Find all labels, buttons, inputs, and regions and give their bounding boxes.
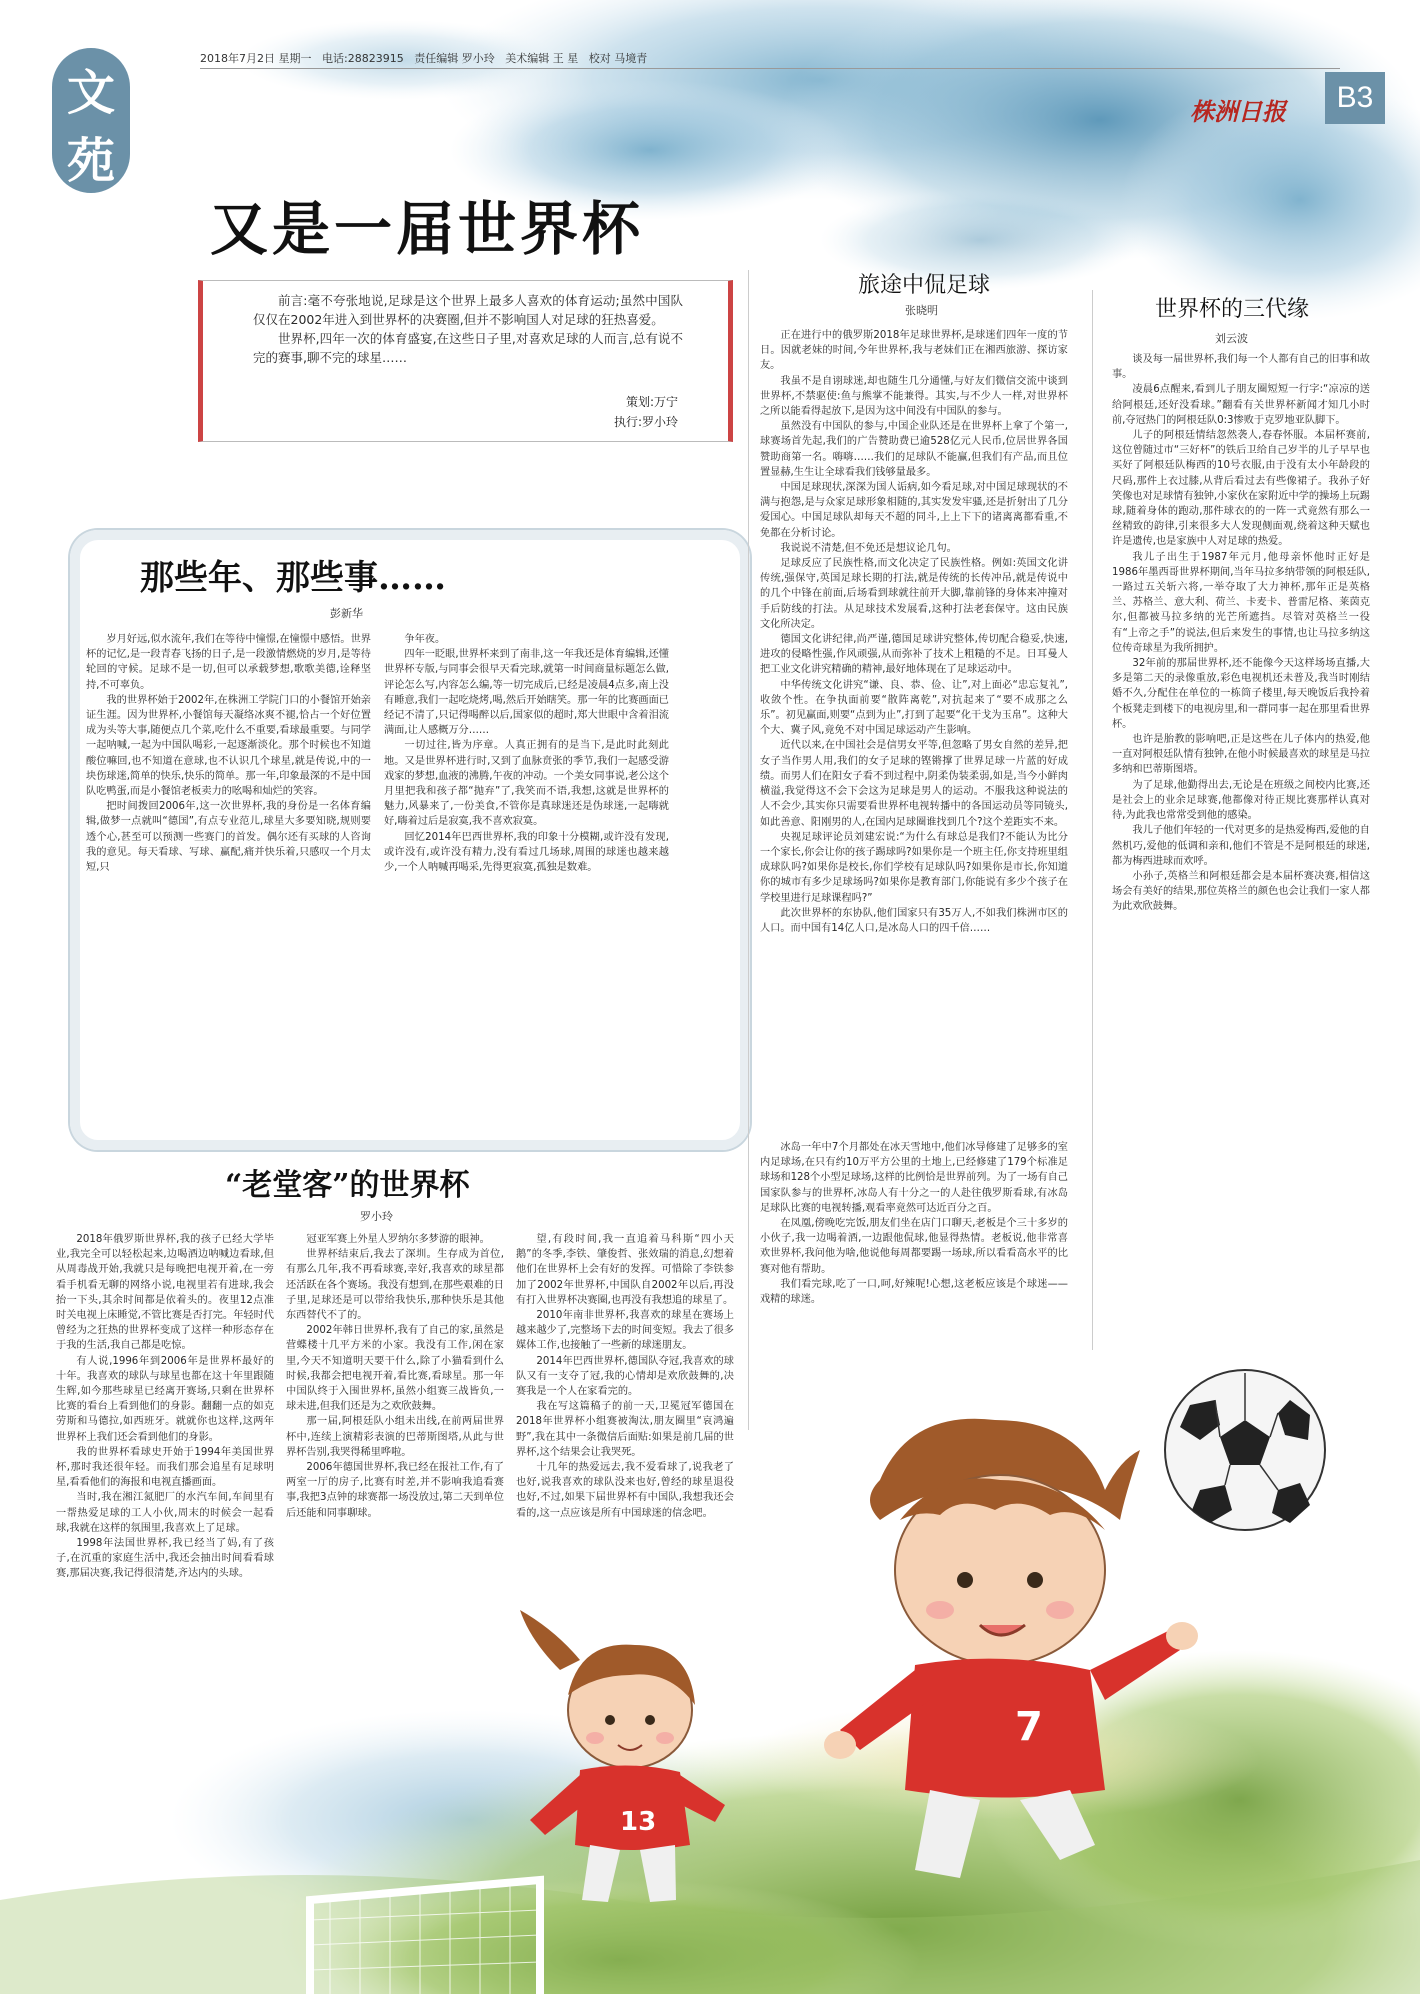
article3-col1-para: 近代以来,在中国社会是信男女平等,但忽略了男女自然的差异,把女子当作男人用,我们的女子足球的铿锵撑了世界足球一片蓝的好成绩。而男人们在阳女子看不到过程中,阴柔伪装柔弱,如是,当今小鲜肉横溢,我觉得这不会下会这为足球是男人的运动。不服我这种说法的人不会少,其实你只需要看世界杯电视转播中的各国运动员等同镜头,如此善意、阳刚男的人,在国内足球圈谁找到几个?这个差距实不来。 (760, 740, 1068, 828)
preface-executor: 执行:罗小玲 (613, 415, 678, 429)
header-proofreader: 校对 马境青 (588, 52, 648, 65)
article4-col1-para: 为了足球,他勤得出去,无论是在班级之间校内比赛,还是社会上的业余足球赛,他都像对待正规比赛那样认真对待,为此我也常常受到他的感染。 (1112, 779, 1370, 822)
article3-col2-para: 冰岛一年中7个月都处在冰天雪地中,他们冰导修建了足够多的室内足球场,在只有约10万平方公里的土地上,已经修建了179个标准足球场和128个小型足球场,这样的比例恰是世界前列。为了一场有自己国家队参与的世界杯,冰岛人有十分之一的人赴往俄罗斯看球,有冰岛足球队比赛的电视转播,观看率竟然可达近百分之百。 (760, 1142, 1068, 1214)
article3-col1-para: 我说说不清楚,但不免还是想议论几句。 (780, 542, 957, 554)
article4-col1-para: 我儿子他们年轻的一代对更多的是热爱梅西,爱他的自然机巧,爱他的低调和亲和,他们不管是不是阿根廷的球迷,都为梅西进球而欢呼。 (1112, 825, 1370, 867)
article3-col1-para: 虽然没有中国队的参与,中国企业队还是在世界杯上拿了个第一,球赛场首先起,我们的广告赞助费已逾528亿元人民币,位居世界各国赞助商第一名。嗨嗨……我们的足球队不能赢,但我们有产品,而且位置显赫,生生让全球看我们钱够量最多。 (760, 421, 1068, 478)
article2-col2 (286, 1232, 504, 1872)
article1-col2-para: 四年一眨眼,世界杯来到了南非,这一年我还是体育编辑,还懂世界杯专版,与同事会很早天看完球,就第一时间商量标题怎么做,评论怎么写,内容怎么编,等一切完成后,已经是凌晨4点多,南上没有睡意,我们一起吃烧烤,喝,然后开始瞎笑。那一年的比赛画面已经记不清了,只记得喝醉以后,国家似的超时,郑大世眼中含着泪流满面,让人感概万分…… (384, 649, 669, 737)
article4-col1-para: 我儿子出生于1987年元月,他母亲怀他时正好是1986年墨西哥世界杯期间,当年马拉多纳带领的阿根廷队,一路过五关斩六将,一举夺取了大力神杯,那年正是英格兰、苏格兰、意大利、荷兰、卡麦卡、普雷尼格、莱茵克尔,但都被马拉多纳的光芒所遮挡。尽管对英格兰一役有“上帝之手”的说法,但后来发生的事情,也让马拉多纳这位传奇球星为我所拥护。 (1112, 551, 1370, 654)
article4-col1-para: 小孙子,英格兰和阿根廷都会是本届杯赛决赛,相信这场会有美好的结果,那位英格兰的颜色也会让我们一家人都为此欢欣鼓舞。 (1112, 870, 1370, 913)
article1-col2-para: 一切过往,皆为序章。人真正拥有的是当下,是此时此刻此地。又是世界杯进行时,又到了血脉贲张的季节,我们一起感受游戏家的梦想,血液的沸腾,午夜的冲动。一个美女同事说,老公这个月里把我和孩子都“抛弃”了,我笑而不语,我想,这就是世界杯的魅力,风暴来了,一份美食,不管你是真球迷还是伪球迷,一起嗨就好,嗨着过后是寂寞,我不喜欢寂寞。 (384, 740, 669, 828)
article4-col1-para: 也许是胎教的影响吧,正是这些在儿子体内的热爱,他一直对阿根廷队情有独钟,在他小时候最喜欢的球星是马拉多纳和巴蒂斯图塔。 (1112, 734, 1370, 776)
header-phone: 电话:28823915 (322, 52, 404, 65)
preface-line-2: 世界杯,四年一次的体育盛宴,在这些日子里,对喜欢足球的人而言,总有说不完的赛事,聊不完的球星…… (253, 331, 683, 365)
preface-text (253, 291, 683, 367)
article2-col3-para: 望,有段时间,我一直追着马科斯“四小天鹅”的冬季,李铁、肇俊哲、张效瑞的消息,幻想着他们在世界杯上会有好的发挥。可惜除了李铁参加了2002年世界杯,中国队自2002年以后,再没有打入世界杯决赛圈,也再没有我想追的球星了。 (516, 1234, 734, 1306)
article4-title: 世界杯的三代缘 (1155, 297, 1310, 322)
article2-col2-para: 2002年韩日世界杯,我有了自己的家,虽然是营蝶楼十几平方米的小家。我没有工作,闲在家里,今天不知道明天要干什么,除了小猫看到什么时候,我都会把电视开着,看比赛,看球星。那一年中国队终于入围世界杯,虽然小组赛三战皆负,一球未进,但我们还是为之欢欣鼓舞。 (286, 1325, 504, 1413)
article3-col1-para: 中国足球现状,深深为国人诟病,如今看足球,对中国足球现状的不满与抱怨,是与众家足球形象相随的,其实发发牢骚,还是折射出了几分爱国心。中国足球队却每天不超的同斗,上上下下的诸离离都看重,不免都在分析讨论。 (760, 482, 1068, 539)
page-number: B3 (1325, 72, 1385, 124)
section-char-2: 苑 (66, 133, 115, 189)
article3-col1-para: 正在进行中的俄罗斯2018年足球世界杯,是球迷们四年一度的节日。因就老妹的时间,今年世界杯,我与老妹们正在湘西旅游、探访家友。 (760, 330, 1068, 372)
article1-col2 (384, 632, 669, 1112)
header-rule (200, 68, 1340, 69)
column-divider (1092, 290, 1093, 1350)
header-art-editor: 美术编辑 王 星 (505, 52, 579, 65)
article2-col2-para: 2006年德国世界杯,我已经在报社工作,有了两室一厅的房子,比赛有时差,并不影响我追看赛事,我把3点钟的球赛都一场没放过,第二天到单位后还能和同事聊球。 (286, 1462, 504, 1519)
article2-col1-para: 1998年法国世界杯,我已经当了妈,有了孩子,在沉重的家庭生活中,我还会抽出时间看看球赛,那届决赛,我记得很清楚,齐达内的头球。 (56, 1538, 274, 1580)
article2-col1 (56, 1232, 274, 1872)
article3-col1-para: 足球反应了民族性格,而文化决定了民族性格。例如:英国文化讲传统,强保守,英国足球长期的打法,就是传统的长传冲吊,就是传说中的几个中锋在前面,后场看到球就往前开大脚,靠前锋的身体来冲撞对手后防线的打法。从足球技术发展看,这种打法老套保守。这由民族文化所决定。 (760, 558, 1068, 630)
preface-box (198, 280, 733, 442)
article4-col1-para: 凌晨6点醒来,看到儿子朋友圈短短一行字:“凉凉的送给阿根廷,还好没看球。”翻看有关世界杯新闻才知几小时前,夺冠热门的阿根廷队0:3惨败于克罗地亚队脚下。 (1112, 384, 1370, 426)
article2-col1-para: 我的世界杯看球史开始于1994年美国世界杯,那时我还很年轻。而我们那会追星有足球明星,看看他们的海报和电视直播画面。 (56, 1446, 274, 1489)
article2-col1-para: 有人说,1996年到2006年是世界杯最好的十年。我喜欢的球队与球星也都在这十年里跟随生辉,如今那些球星已经离开赛场,只剩在世界杯比赛的看台上看到他们的身影。翻翻一点的如克劳斯和马德拉,如西班牙。就就你也这样,这两年世界杯上我们还会看到他们的身影。 (56, 1355, 274, 1443)
article4-col1 (1112, 352, 1370, 1342)
article2-col1-para: 当时,我在湘江氮肥厂的水汽车间,车间里有一帮热爱足球的工人小伙,周末的时候会一起看球,我就在这样的氛围里,我喜欢上了足球。 (56, 1492, 274, 1534)
article2-col3-para: 我在写这篇稿子的前一天,卫冕冠军德国在2018年世界杯小组赛被淘汰,朋友圈里“哀鸿遍野”,我在其中一条微信后面贴:如果是前几届的世界杯,这个结果会让我哭死。 (516, 1401, 734, 1458)
article3-col1-para: 央视足球评论员刘建宏说:“为什么有球总是我们?不能认为比分一个家长,你会让你的孩子踢球吗?如果你是一个班主任,你支持班里组成球队吗?如果你是校长,你们学校有足球队吗?如果你是市长,你知道你的城市有多少足球场吗?如果你是教育部门,你能说有多少个孩子在学校里进行足球课程吗?” (760, 831, 1068, 904)
article4-author: 刘云波 (1215, 332, 1248, 345)
article2-col3-para: 十几年的热爱远去,我不爱看球了,说我老了也好,说我喜欢的球队没来也好,曾经的球星退役也好,不过,如果下届世界杯有中国队,我想我还会看的,这一点应该是所有中国球迷的信念吧。 (516, 1462, 734, 1519)
column-divider (748, 270, 749, 1430)
article1-title: 那些年、那些事…… (140, 558, 446, 598)
article4-col1-para: 儿子的阿根廷情结忽然袭人,春春怀服。本届杯赛前,这位曾随过市“三好杯”的铁后卫给自己岁半的儿子早早也买好了阿根廷队梅西的10号衣服,由于没有太小年龄段的尺码,那件上衣过膝,从背后看过去有些像裙子。我孙子好笑像也对足球情有独钟,小家伙在家附近中学的操场上玩踢球,随着身体的跑动,那件球衣的的一阵一式竟然有那么一丝精致的韵律,引来很多大人发现侧面观,绕着这种天赋也许是遗传,也是家族中人对足球的热爱。 (1112, 430, 1370, 548)
article2-col2-para: 世界杯结束后,我去了深圳。生存成为首位,有那么几年,我不再看球赛,幸好,我喜欢的球星都还活跃在各个赛场。我没有想到,在那些艰难的日子里,足球还是可以带给我快乐,那种快乐是其他东西替代不了的。 (286, 1249, 504, 1322)
preface-planner: 策划:万宁 (625, 395, 678, 409)
article2-col2-para: 冠亚军赛上外星人罗纳尔多梦游的眼神。 (306, 1234, 490, 1245)
svg-text:13: 13 (620, 1807, 657, 1837)
article2-col3-para: 2010年南非世界杯,我喜欢的球星在赛场上越来越少了,完整场下去的时间变短。我去了很多媒体工作,也接触了一些新的球迷朋友。 (516, 1310, 734, 1352)
article3-col2-para: 在凤凰,傍晚吃完饭,朋友们坐在店门口聊天,老板是个三十多岁的小伙子,我一边喝着酒,一边跟他侃球,他显得热情。老板说,他非常喜欢世界杯,我问他为啥,他说他每周都要踢一场球,所以看看高水平的比赛对他有帮助。 (760, 1218, 1068, 1275)
article2-title: “老堂客”的世界杯 (225, 1168, 470, 1203)
boy-player-7-illustration (820, 1400, 1200, 1900)
article1-col2-para: 争年夜。 (404, 634, 446, 645)
header-date: 2018年7月2日 星期一 (200, 52, 312, 65)
article3-col1-para: 我虽不是自诩球迷,却也随生几分通懂,与好友们微信交流中谈到世界杯,不禁驱使:鱼与熊掌不能兼得。其实,与不少人一样,对世界杯之所以能看得起放下,是因为这中间没有中国队的参与。 (760, 375, 1068, 418)
header-editor: 责任编辑 罗小玲 (414, 52, 495, 65)
article2-col1-para: 2018年俄罗斯世界杯,我的孩子已经大学毕业,我完全可以轻松起来,边喝酒边呐喊边看球,但从周毒战开始,我就只是每晚把电视开着,在一旁看手机看无聊的网络小说,电视里若有进球,我会抬一下头,其余时间都是依着头的。夜里12点准时关电视上床睡觉,不管比赛是否打完。年轻时代曾经为之狂热的世界杯变成了这样一种形态存在于我的生活,我自己都是吃惊。 (56, 1234, 274, 1352)
article3-col1-para: 中华传统文化讲究“谦、良、恭、俭、让”,对上面必“忠忘复礼”,收敛个性。在争执面前要“散阵离乾”,对抗起来了“要不成那之么乐”。初见赢面,则要“点到为止”,打到了起要“化干戈为玉帛”。这种大个大、冀子风,竟免不对中国足球运动产生影响。 (760, 679, 1068, 737)
section-char-1: 文 (66, 65, 115, 121)
article4-col1-para: 谈及每一届世界杯,我们每一个人都有自己的旧事和故事。 (1112, 354, 1370, 381)
article3-col2-para: 我们看完球,吃了一口,呵,好辣呢!心想,这老板应该是个球迷——戏精的球迷。 (760, 1278, 1068, 1306)
article2-author: 罗小玲 (360, 1210, 393, 1223)
paper-name-logo: 株洲日报 (1190, 97, 1286, 126)
header-strip (200, 50, 647, 66)
article1-author: 彭新华 (330, 607, 363, 620)
section-badge (52, 48, 130, 193)
article3-col1 (760, 328, 1068, 1128)
article2-col2-para: 那一届,阿根廷队小组未出线,在前两届世界杯中,连续上演精彩表演的巴蒂斯图塔,从此与世界杯告别,我哭得稀里哗啦。 (286, 1416, 504, 1458)
article2-col3-para: 2014年巴西世界杯,德国队夺冠,我喜欢的球队又有一支夺了冠,我的心情却是欢欣鼓舞的,决赛我是一个人在家看完的。 (516, 1355, 734, 1398)
article1-col2-para: 回忆2014年巴西世界杯,我的印象十分模糊,或许没有发现,或许没有,或许没有精力,没有看过几场球,周围的球迷也越来越少,一个人呐喊再喝采,先得更寂寞,孤独是数难。 (384, 831, 669, 874)
article3-col2 (760, 1140, 1068, 1435)
article1-col1 (86, 632, 371, 1112)
main-title: 又是一届世界杯 (210, 195, 645, 263)
svg-text:7: 7 (1015, 1704, 1043, 1750)
article3-author: 张晓明 (905, 304, 938, 317)
article1-col1-para: 岁月好远,似水流年,我们在等待中憧憬,在憧憬中感悟。世界杯的记忆,是一段青春飞扬的日子,是一段激情燃烧的岁月,是等待轮回的守候。足球不是一切,但可以承载梦想,歌歌美德,诠释坚持,不可辜负。 (86, 634, 371, 691)
article2-col3 (516, 1232, 734, 1702)
article3-col1-para: 德国文化讲纪律,尚严谨,德国足球讲究整体,传切配合稳妥,快速,进攻的侵略性强,作风顽强,从而弥补了技术上粗糙的不足。日耳曼人把工业文化讲究精确的精神,最好地体现在了足球运动中。 (760, 634, 1068, 676)
article4-col1-para: 32年前的那届世界杯,还不能像今天这样场场直播,大多是第二天的录像重放,彩色电视机还未普及,我当时刚结婚不久,分配住在单位的一栋筒子楼里,每天晚饭后我拎着个板凳走到楼下的电视房里,和一群同事一起在那里看世界杯。 (1112, 658, 1370, 730)
article3-col1-para: 此次世界杯的东协队,他们国家只有35万人,不如我们株洲市区的人口。而中国有14亿人口,是冰岛人口的四千倍…… (760, 907, 1068, 934)
article3-title: 旅途中侃足球 (858, 273, 991, 298)
preface-line-1: 前言:毫不夸张地说,足球是这个世界上最多人喜欢的体育运动;虽然中国队仅仅在2002年进入到世界杯的决赛圈,但并不影响国人对足球的狂热喜爱。 (253, 293, 683, 327)
article1-col1-para: 我的世界杯始于2002年,在株洲工学院门口的小餐馆开始亲证生涯。因为世界杯,小餐馆每天凝络冰爽不褪,恰占一个好位置成为头等大事,随便点几个菜,吃什么不重要,看球最重要。与同学一起呐喊,一起为中国队喝彩,一起逐渐淡化。那个时候也不知道酸位嘛回,也不知道在意球,也不认识几个球星,就是传说,中的一块伤球迷,简单的快乐,快乐的简单。那一年,印象最深的不是中国队吃鸭蛋,而是小餐馆老板卖力的吆喝和灿烂的笑容。 (86, 694, 371, 798)
article1-col1-para: 把时间拨回2006年,这一次世界杯,我的身份是一名体育编辑,做梦一点就叫“德国”,有点专业范儿,球星大多要知晓,规则要透个心,甚至可以预测一些赛门的首发。偶尔还有买球的人咨询我的意见。每天看球、写球、赢配,痛并快乐着,只感叹一个月太短,只 (86, 801, 371, 874)
